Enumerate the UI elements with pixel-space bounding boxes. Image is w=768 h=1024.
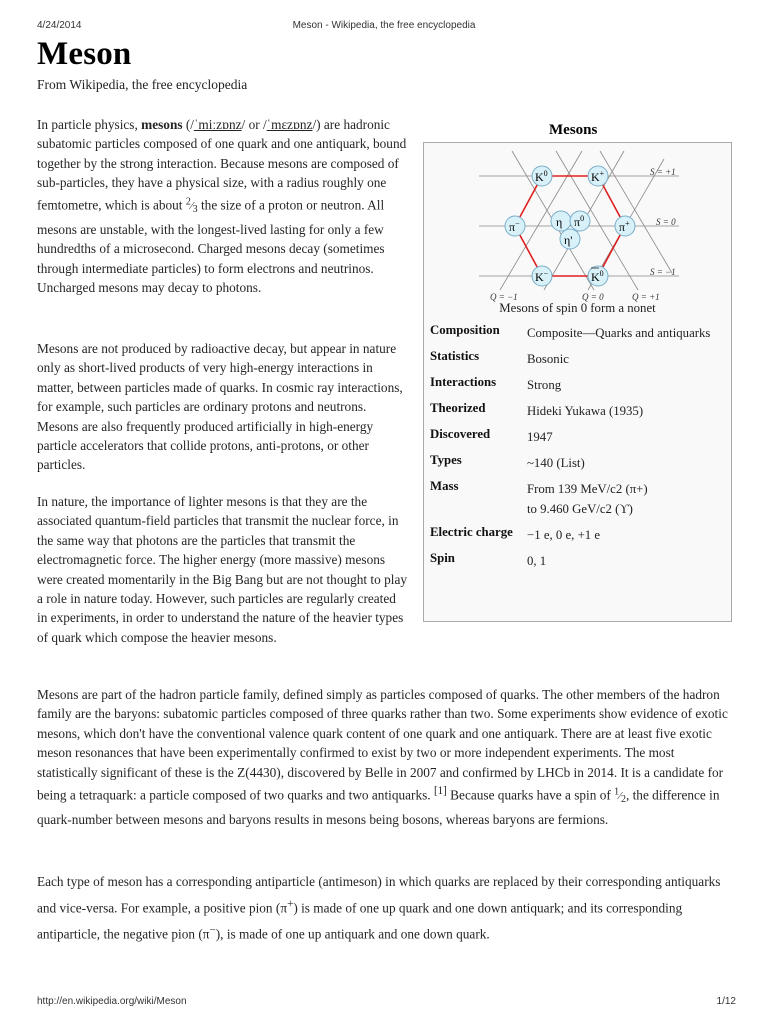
p5-text-mid: ) is made of one up quark and one down antiquark; and its corresponding antiparticle, the negative pion ( xyxy=(37,900,683,942)
strangeness-label: S = 0 xyxy=(656,217,676,227)
property-label: Theorized xyxy=(430,401,486,415)
mass-min: From 139 MeV/c2 (π+) xyxy=(527,482,648,496)
property-row-electric-charge xyxy=(430,519,727,545)
paragraph-production: Mesons are not produced by radioactive decay, but appear in nature only as short-lived products of very high-energy interactions in matter, between particles made of quarks. In cosmic ray interactions, for example, such particles are ordinary protons and neutrons. Mesons are also frequently produced artificially in high-energy particle accelerators that collide protons, anti-protons, or other particles. xyxy=(37,341,403,473)
property-row-mass xyxy=(430,473,727,519)
property-value[interactable]: Hideki Yukawa (1935) xyxy=(527,404,644,418)
print-page-title: Meson - Wikipedia, the free encyclopedia xyxy=(292,20,476,31)
node-kminus[interactable] xyxy=(532,266,552,286)
property-label: Discovered xyxy=(430,427,491,441)
pion-positive-symbol: π xyxy=(280,900,288,916)
node-sup: 0 xyxy=(580,214,585,223)
property-row-discovered xyxy=(430,421,727,447)
property-value[interactable]: Strong xyxy=(527,378,562,392)
infobox xyxy=(423,142,732,622)
node-sup: − xyxy=(543,269,549,278)
property-label: Types xyxy=(430,453,462,467)
meson-nonet-diagram[interactable] xyxy=(424,147,731,302)
property-label: Spin xyxy=(430,551,455,565)
pion-negative-sup: − xyxy=(209,924,216,937)
node-label: η xyxy=(556,215,563,229)
node-k0bar[interactable] xyxy=(588,266,608,286)
p4-text-pre: Mesons are part of the hadron particle family, defined simply as particles composed of quarks. The other members of the hadron family are the baryons: subatomic particles composed of three quarks rather than two. Some experiments show evidence of exotic mesons, which don't have the conventional valence quark content of one quark and one antiquark. There are at least five exotic meson resonances that have been experimentally confirmed to exist by two or more independent experiments. The most statistically significant of these is the Z(4430), discovered by Belle in 2007 and confirmed by LHCb in 2014. It is a candidate for being a tetraquark: a particle composed of two quarks and two antiquarks. xyxy=(37,687,728,803)
property-row-interactions xyxy=(430,369,727,395)
node-symbol: π xyxy=(619,220,626,234)
p5-text-pre: Each type of meson has a corresponding antiparticle (antimeson) in which quarks are replaced by their corresponding antiquarks and vice-versa. For example, a positive pion ( xyxy=(37,874,721,916)
node-symbol: K xyxy=(535,170,544,184)
p4-text-post: , the difference in quark-number between mesons and baryons results in mesons being bosons, whereas baryons are fermions. xyxy=(37,787,720,828)
node-k0[interactable] xyxy=(532,166,552,186)
ipa-pronunciation-link[interactable]: ˈmɛzɒnz xyxy=(266,117,313,132)
node-pizero[interactable] xyxy=(570,211,590,231)
property-label: Statistics xyxy=(430,349,480,363)
property-value[interactable]: Composite—Quarks and antiquarks xyxy=(527,326,711,340)
p1-text-post: the size of a proton or neutron. All mesons are unstable, with the longest-lived lasting for only a few hundredths of a microsecond. Charged mesons decay (sometimes through intermediate particles) to form electrons and neutrinos. Uncharged mesons may decay to photons. xyxy=(37,197,385,296)
charge-label: Q = 0 xyxy=(582,292,604,302)
strangeness-label: S = −1 xyxy=(650,267,676,277)
node-symbol: K xyxy=(591,170,600,184)
property-row-types xyxy=(430,447,727,473)
pion-negative-symbol: π xyxy=(202,926,210,942)
node-eta[interactable] xyxy=(551,211,571,231)
property-value[interactable] xyxy=(527,473,727,519)
node-kplus[interactable] xyxy=(588,166,608,186)
paragraph-antiparticles xyxy=(37,871,737,946)
infobox-properties xyxy=(430,323,727,571)
node-symbol: K xyxy=(535,270,544,284)
property-row-composition xyxy=(430,323,727,343)
property-label: Mass xyxy=(430,479,459,493)
property-value: 1947 xyxy=(527,430,553,444)
node-symbol: π xyxy=(509,220,516,234)
print-page-number: 1/12 xyxy=(716,996,736,1007)
property-row-statistics xyxy=(430,343,727,369)
page-title: Meson xyxy=(37,36,132,72)
p4-text-mid: Because quarks have a spin of xyxy=(446,787,615,803)
property-value[interactable]: 0, 1 xyxy=(527,554,547,568)
p1-ipa-mid: / or / xyxy=(241,117,267,132)
paragraph-nature: In nature, the importance of lighter mesons is that they are the associated quantum-field particles that transmit the nuclear force, in the same way that photons are the particles that transmit the electromagnetic force. The higher energy (more massive) mesons were created momentarily in the Big Bang but are not thought to play a role in nature today. However, such particles are regularly created in experiments, in order to understand the nature of the heavier types of quark which compose the heavier mesons. xyxy=(37,494,407,645)
property-row-theorized xyxy=(430,395,727,421)
node-symbol: K xyxy=(591,270,600,284)
strangeness-label: S = +1 xyxy=(650,167,676,177)
term-mesons: mesons xyxy=(141,117,183,132)
node-sup: − xyxy=(515,219,520,228)
node-etaprime[interactable] xyxy=(560,229,580,249)
p1-text-pre: In particle physics, xyxy=(37,117,142,132)
pion-positive-sup: + xyxy=(287,898,294,910)
page-subtitle: From Wikipedia, the free encyclopedia xyxy=(37,77,248,92)
node-sup: 0 xyxy=(543,169,548,178)
print-date: 4/24/2014 xyxy=(37,20,82,31)
fraction-denominator: 2 xyxy=(620,794,626,806)
charge-label: Q = −1 xyxy=(490,292,518,302)
ipa-pronunciation-link[interactable]: ˈmiːzɒnz xyxy=(193,117,242,132)
node-sup: 0 xyxy=(599,269,604,278)
property-value[interactable]: ~140 (List) xyxy=(527,456,585,470)
property-row-spin xyxy=(430,545,727,571)
fraction-one-half: $^1⁄_2$ xyxy=(614,786,626,806)
print-url: http://en.wikipedia.org/wiki/Meson xyxy=(37,996,187,1007)
property-value: −1 e, 0 e, +1 e xyxy=(527,528,601,542)
p1-ipa-open: (/ xyxy=(182,117,194,132)
fraction-two-thirds: $^2⁄_3$ xyxy=(185,196,198,216)
mass-max: to 9.460 GeV/c2 (ϒ) xyxy=(527,502,633,516)
infobox-caption: Mesons of spin 0 form a nonet xyxy=(499,301,656,315)
property-label: Interactions xyxy=(430,375,497,389)
fraction-numerator: 1 xyxy=(614,786,620,798)
fraction-numerator: 2 xyxy=(185,196,191,208)
p5-text-post: ), is made of one up antiquark and one down quark. xyxy=(215,926,490,942)
charge-label: Q = +1 xyxy=(632,292,660,302)
paragraph-hadron-family xyxy=(37,685,737,829)
node-symbol: π xyxy=(574,215,581,229)
citation-link[interactable]: [1] xyxy=(433,785,447,798)
intro-paragraph xyxy=(37,115,409,298)
node-piplus[interactable] xyxy=(615,216,635,236)
property-label: Composition xyxy=(430,323,500,337)
node-piminus[interactable] xyxy=(505,216,525,236)
node-sup: + xyxy=(599,169,605,178)
infobox-title: Mesons xyxy=(549,122,598,138)
fraction-denominator: 3 xyxy=(192,204,198,216)
property-label: Electric charge xyxy=(430,525,513,539)
p1-text-mid: /) are hadronic subatomic particles composed of one quark and one antiquark, bound together by the strong interaction. Because mesons are composed of sub-particles, they have a physical size, with a radius roughly one femtometre, which is about xyxy=(37,117,407,213)
node-sup: + xyxy=(625,219,630,228)
node-label: η' xyxy=(564,233,573,247)
property-value[interactable]: Bosonic xyxy=(527,352,569,366)
